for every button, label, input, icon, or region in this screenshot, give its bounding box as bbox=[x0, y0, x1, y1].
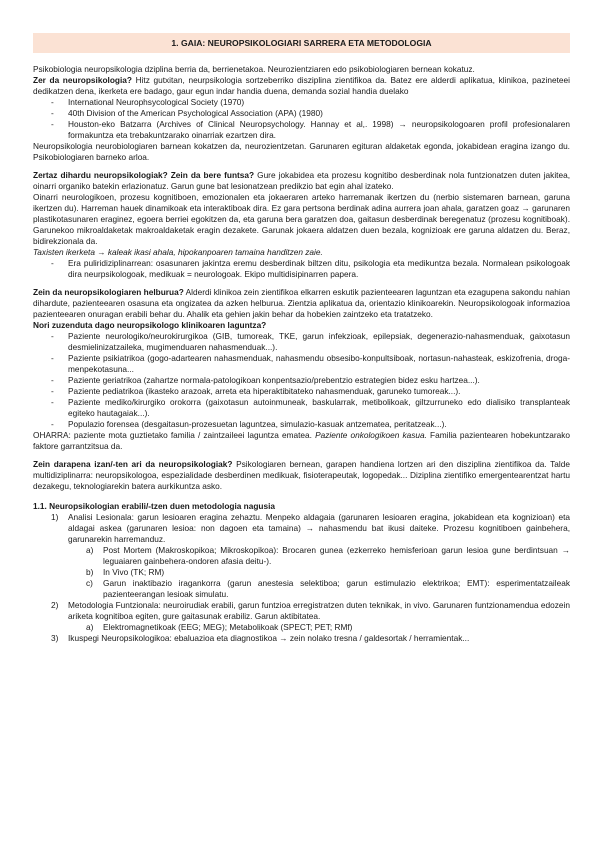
list-item: - Era puliridiziplinarrean: osasunaren jakintza eremu desberdinak biltzen ditu, psikologia eta medikuntza bezala. Normalean psikologoak dira neurpsikologoak, medikuak = neurologoak. Ekipo multidisipinarren papera. bbox=[51, 258, 570, 280]
sub-list-item bbox=[86, 578, 570, 600]
list-item: - Houston-eko Batzarra (Archives of Clinical Neuropsychology. Hannay et al,. 1998) → neuropsikologoaren profil profesionalaren formakuntza eta trebakuntzarako oinarriak ezartzen dira. bbox=[51, 119, 570, 141]
sub-list bbox=[68, 545, 570, 600]
list-item-text: Metodologia Funtzionala: neuroirudiak erabili, garun funtzioa erregistratzen duten teknikak, in vivo. Garunaren funtzionamendua edozein ariketa kognitiboa egiten, gure gaitasunak erabiliz. Garun aktibitatea. bbox=[68, 600, 570, 621]
sub-item-text: Post Mortem (Makroskopikoa; Mikroskopikoa): Brocaren gunea (ezkerreko hemisferioan garun lesioa gune berdintsuan → leguaiaren gainbehera-ondoren afasia deitu-). bbox=[103, 545, 570, 566]
list-marker: a) bbox=[86, 622, 94, 632]
sub-item-text: In Vivo (TK; RM) bbox=[103, 567, 165, 577]
question-goal bbox=[33, 287, 570, 320]
list-item: - Paziente mediko/kirurgiko orokorra (gaixotasun autoinmuneak, baskularrak, metibolikoak, giltzurruneko edo dialisiko transplanteak egiteko hautagaiak...). bbox=[51, 397, 570, 419]
list-item: - Paziente geriatrikoa (zahartze normala-patologikoan konpentsazio/prebentzio estrategien bidez esku hartzea...). bbox=[51, 375, 570, 386]
note-paragraph bbox=[33, 430, 570, 452]
intro-closing-paragraph: Neuropsikologia neurobiologiaren barnean kokatzen da, neurozientzetan. Garunaren egituran aldaketak egonda, jokabidean eragina izango du. Psikobiologiaren barneko arloa. bbox=[33, 141, 570, 162]
list-item: - Populazio forensea (desgaitasun-prozesuetan laguntzea, simulazio-kasuak antzematea, peritatzeak...). bbox=[51, 419, 570, 430]
list-marker: c) bbox=[86, 578, 93, 588]
question-text: Hitz gutxitan, neurpsikologia sortzeberriko disziplina zientifikoa da. Batez ere alderdi aplikatua, klinikoa, pazineteei dedikatzen dena, ikerketa ere badago, gaur egun indar handia duena, demanda sozial handia duelako bbox=[33, 75, 570, 96]
note-italic: Paziente onkologikoen kasua. bbox=[315, 430, 427, 440]
list-item: - Paziente psikiatrikoa (gogo-adartearen nahasmenduak, nahasmendu obsesibo-konpultsiboak, nortasun-nahasteak, eskizofrenia, droga-menpekotasuna... bbox=[51, 353, 570, 375]
list-marker: 2) bbox=[51, 600, 59, 610]
question-development bbox=[33, 459, 570, 492]
sub-list-item bbox=[86, 622, 570, 633]
list-marker: b) bbox=[86, 567, 94, 577]
taxi-study-note: Taxisten ikerketa → kaleak ikasi ahala, hipokanpoaren tamaina handitzen zaie. bbox=[33, 247, 323, 257]
sub-list bbox=[68, 622, 570, 633]
page-title: 1. GAIA: NEUROPSIKOLOGIARI SARRERA ETA METODOLOGIA bbox=[33, 33, 570, 53]
list-item: - Paziente pediatrikoa (ikasteko arazoak, arreta eta hiperaktibitateko nahasmenduak, garuneko tumoreak...). bbox=[51, 386, 570, 397]
organizations-list bbox=[33, 97, 570, 141]
list-item: - 40th Division of the American Psychological Association (APA) (1980) bbox=[51, 108, 570, 119]
sub-item-text: Garun inaktibazio iragankorra (garun anestesia selektiboa; garun estimulazio elektrikoa; EMT): esperimentatzaileak pazienteerangan lesioak simulatu. bbox=[103, 578, 570, 599]
list-item: - International Neurophsycological Society (1970) bbox=[51, 97, 570, 108]
question-text: Gure jokabidea eta prozesu kognitibo desberdinak nola funtzionatzen duten jakitea, oinarri organiko batekin erlazionatuz. Garun gune bat lesionatzean predikzio bat egin ahal izateko. bbox=[33, 170, 570, 191]
list-item-text: Ikuspegi Neuropsikologikoa: ebaluazioa eta diagnostikoa → zein nolako tresna / galdesortak / herramientak... bbox=[68, 633, 470, 643]
sub-list-item bbox=[86, 545, 570, 567]
question-what-is bbox=[33, 75, 570, 97]
relationships-paragraph: Oinarri neurologikoen, prozesu kognitiboen, emozionalen eta jokaeraren arteko harremanak ikertzen du (nerbio sistemaren barnean, garuna ikertzen du). Harreman hauek dinamikoak eta interaktiboak dira. Ez gara pertsona berdinak adina aurrera joan ahala, garatzen goaz → garunaren plastikotasunaren eraginez, egoera berriei egokitzen da, eta garuna bera garatzen doa, gaitasun desberdinak beregenatuz (prozesu kognitiboak). Garunekoo mikroaldaketak makroaldaketak eragin dezakete. Garunak jokaera aldatzen duen bezala, kognizioak ere garuna aldatzen du. Beraz, bidirekzionala da. bbox=[33, 192, 570, 246]
sub-list-item bbox=[86, 567, 570, 578]
question-label: Zertaz dihardu neuropsikologiak? Zein da bere funtsa? bbox=[33, 170, 255, 180]
sub-item-text: Elektromagnetikoak (EEG; MEG); Metabolikoak (SPECT; PET; RMf) bbox=[103, 622, 353, 632]
list-marker: 3) bbox=[51, 633, 59, 643]
multidisciplinary-list bbox=[33, 258, 570, 280]
list-item-text: Analisi Lesionala: garun lesioaren eragina zehaztu. Menpeko aldagaia (garunaren lesioaren eragina, jokabidean eta kognizioan) eta aldagai askea (garunaren lesioa: non dagoen eta tamaina) → nahasmendu bat ikusi daiteke. Prozesu kognitiboen gainbehera, garunarekin harremanduz. bbox=[68, 512, 570, 544]
patient-types-list bbox=[33, 331, 570, 430]
question-label: Zein darapena izan/-ten ari da neuropsikologiak? bbox=[33, 459, 233, 469]
intro-paragraph: Psikobiologia neuropsikologia dziplina berria da, berrienetakoa. Neurozientziaren edo psikobiologiaren bernean kokatuz. bbox=[33, 64, 475, 74]
question-text: Psikologiaren bernean, garapen handiena lortzen ari den disziplina zientifikoa da. Talde multidiziplinarra: neuropsikologoa, espezialidade desberdinen medikuak, fisioterapeutak, logopedak... Diziplina zientifiko emergentearentzat hartu dezakegu, teknologiarekin batera aurkikuntza asko. bbox=[33, 459, 570, 491]
question-target-patients: Nori zuzenduta dago neuropsikologo klinikoaren laguntza? bbox=[33, 320, 267, 330]
list-marker: a) bbox=[86, 545, 94, 555]
methodology-list bbox=[33, 512, 570, 644]
question-label: Zer da neuropsikologia? bbox=[33, 75, 132, 85]
note-text: OHARRA: paziente mota guztietako familia / zaintzaileei laguntza ematea. bbox=[33, 430, 316, 440]
question-text: Alderdi klinikoa zein zientifikoa elkarren eskutik pazienteearen laguntzan eta ezagupena sakondu nahian dihardute, pazienteearen osasuna eta ongizatea da azken helburua. Zientzia aplikatua da, orientazio klinikoarekin. Neuropsikologoak informazioa pazienteearen onuragan erabili behar du. Ahalik eta gehien jakin behar da hobekien zaintzeko eta tratatzeko. bbox=[33, 287, 570, 319]
list-item bbox=[51, 633, 570, 644]
note-text-end: Familia pazientearen hobekuntzarako faktore garrantzitsua da. bbox=[33, 430, 571, 451]
list-item bbox=[51, 512, 570, 600]
question-label: Zein da neuropsikologiaren helburua? bbox=[33, 287, 184, 297]
question-essence bbox=[33, 170, 570, 192]
list-marker: 1) bbox=[51, 512, 59, 522]
list-item: - Paziente neurologiko/neurokirurgikoa (GIB, tumoreak, TKE, garun infekzioak, epilepsiak, degenerazio-nahasmenduak, gaixotasun desmielinizatzaileka, mugimenduaren nahasmenduak...). bbox=[51, 331, 570, 353]
methodology-heading: 1.1. Neuropsikologian erabili/-tzen duen metodologia nagusia bbox=[33, 501, 276, 511]
list-item bbox=[51, 600, 570, 633]
